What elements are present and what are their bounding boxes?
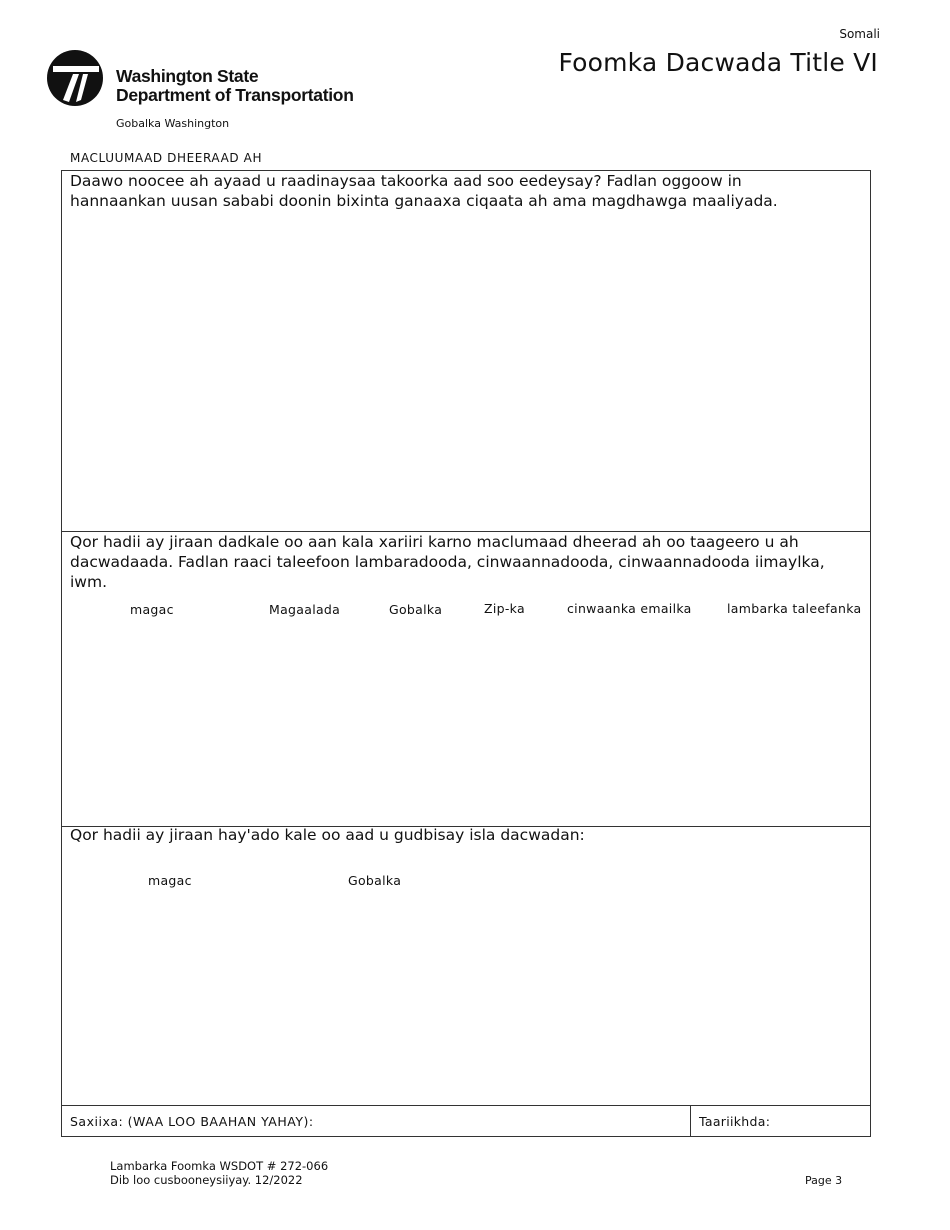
form-number-block <box>110 1159 328 1187</box>
section-label: MACLUUMAAD DHEERAAD AH <box>70 151 263 165</box>
form-title: Foomka Dacwada Title VI <box>558 48 878 77</box>
language-label: Somali <box>839 27 880 41</box>
column-header-phone: lambarka taleefanka <box>727 601 862 616</box>
column-header-state: Gobalka <box>348 873 402 888</box>
column-header-name: magac <box>148 873 192 888</box>
remedy-question: Daawo noocee ah ayaad u raadinaysaa takoorka aad soo eedeysay? Fadlan oggoow in hannaankan uusan sababi doonin bixinta ganaaxa ciqaata ah ama magdhawga maaliyada. <box>70 172 778 210</box>
page-number: Page 3 <box>805 1174 843 1187</box>
remedy-question-box[interactable] <box>61 170 871 532</box>
date-field-label[interactable]: Taariikhda: <box>699 1114 771 1129</box>
signature-field-label[interactable]: Saxiixa: (WAA LOO BAAHAN YAHAY): <box>70 1114 314 1129</box>
wsdot-logo-icon <box>47 50 103 106</box>
contacts-question-box[interactable] <box>61 531 871 827</box>
form-number: Lambarka Foomka WSDOT # 272-066 <box>110 1159 329 1173</box>
agency-name <box>116 67 354 105</box>
agency-line-1: Washington State <box>116 66 259 86</box>
agencies-question: Qor hadii ay jiraan hay'ado kale oo aad u gudbisay isla dacwadan: <box>70 826 585 844</box>
government-label: Gobalka Washington <box>116 117 230 130</box>
column-header-email: cinwaanka emailka <box>567 601 692 616</box>
revision-date: Dib loo cusbooneysiiyay. 12/2022 <box>110 1173 303 1187</box>
column-header-state: Gobalka <box>389 602 443 617</box>
signature-divider <box>690 1106 691 1136</box>
column-header-zip: Zip-ka <box>484 601 525 616</box>
column-header-name: magac <box>130 602 174 617</box>
agencies-question-box[interactable] <box>61 826 871 1106</box>
agency-line-2: Department of Transportation <box>116 85 354 105</box>
signature-row <box>61 1105 871 1137</box>
contacts-question: Qor hadii ay jiraan dadkale oo aan kala xariiri karno maclumaad dheerad ah oo taageero u ah dacwadaada. Fadlan raaci taleefoon lambaradooda, cinwaannadooda, cinwaannadooda iimaylka, iwm. <box>70 533 825 591</box>
column-header-city: Magaalada <box>269 602 341 617</box>
